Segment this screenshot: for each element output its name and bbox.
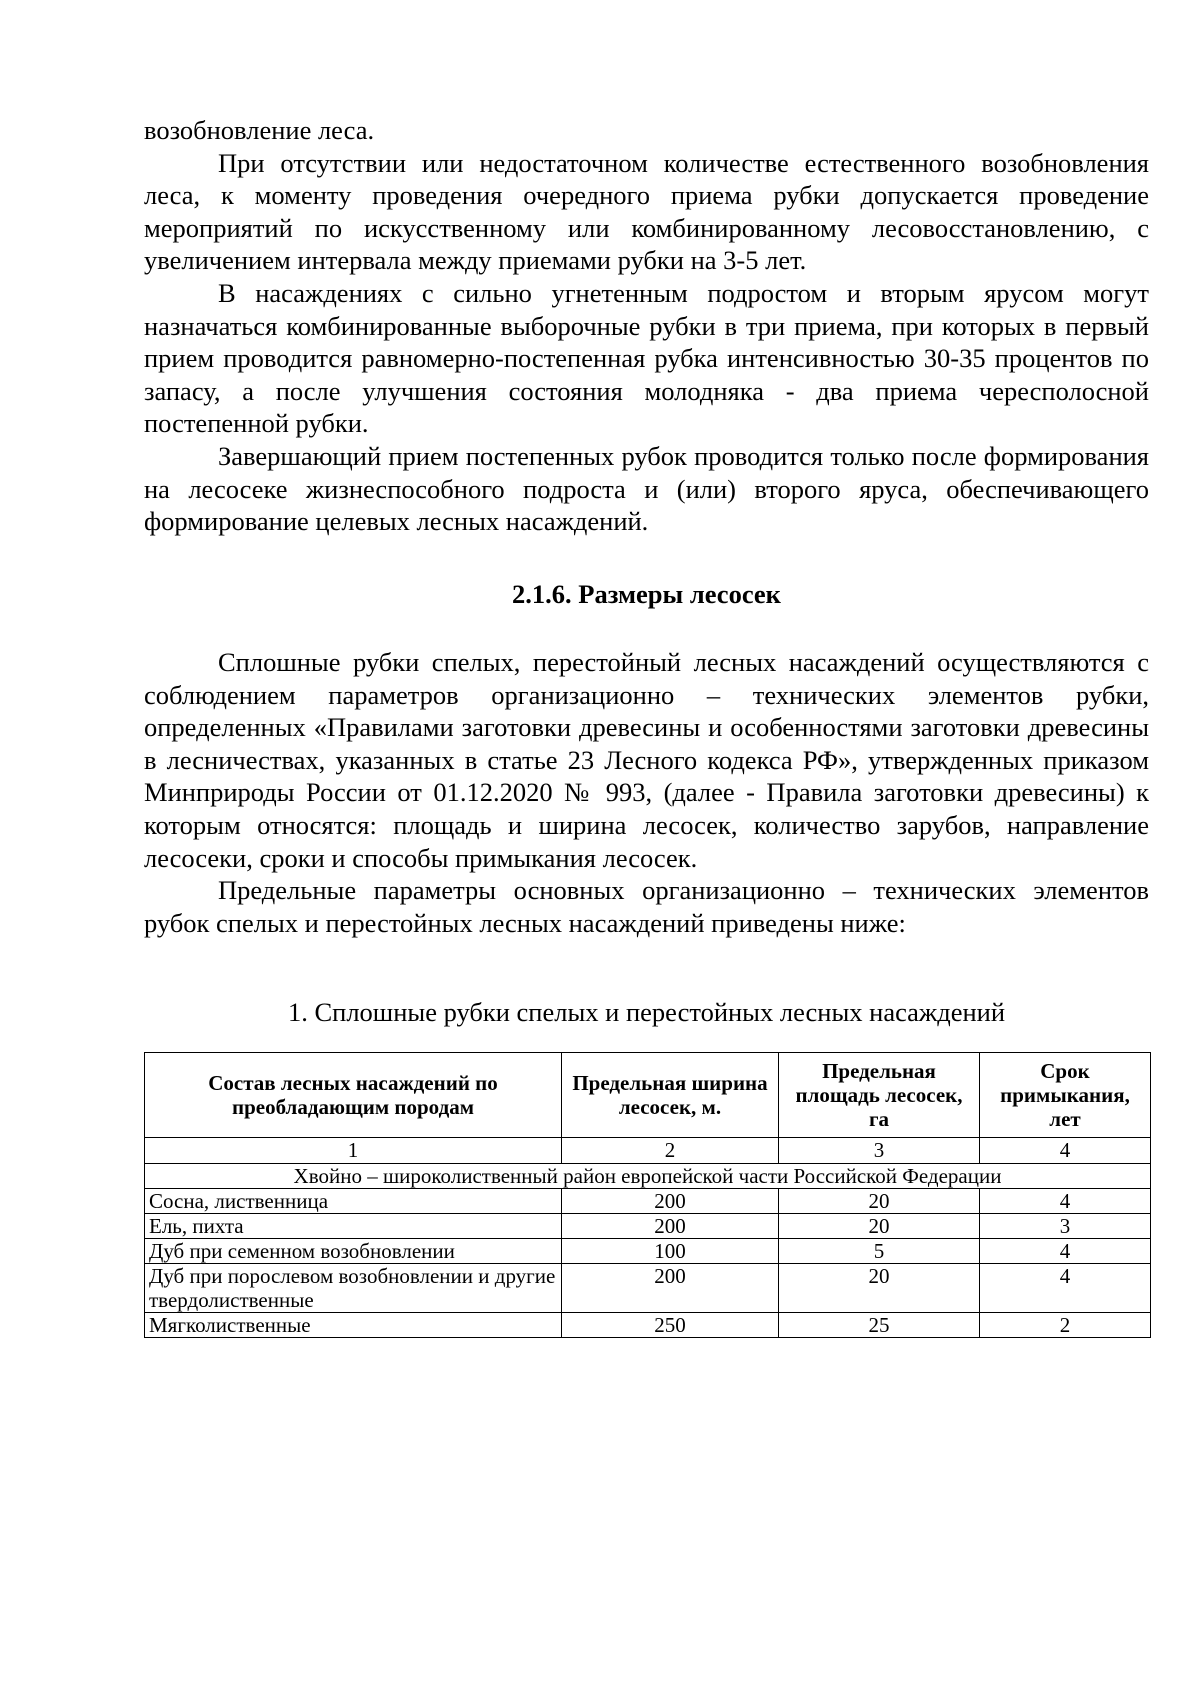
species-cell: Сосна, лиственница bbox=[145, 1189, 562, 1214]
section-text bbox=[144, 646, 1149, 939]
paragraph: Предельные параметры основных организационно – технических элементов рубок спелых и перестойных лесных насаждений приведены ниже: bbox=[144, 875, 1149, 938]
paragraph: Завершающий прием постепенных рубок проводится только после формирования на лесосеке жизнеспособного подроста и (или) второго яруса, обеспечивающего формирование целевых лесных насаждений. bbox=[144, 440, 1149, 537]
column-header: Состав лесных насаждений по преобладающим породам bbox=[145, 1053, 562, 1138]
area-cell: 20 bbox=[779, 1264, 980, 1313]
area-cell: 20 bbox=[779, 1214, 980, 1239]
area-cell: 20 bbox=[779, 1189, 980, 1214]
width-cell: 250 bbox=[562, 1313, 779, 1338]
region-label: Хвойно – широколиственный район европейской части Российской Федерации bbox=[145, 1164, 1151, 1189]
area-cell: 5 bbox=[779, 1239, 980, 1264]
paragraph: При отсутствии или недостаточном количестве естественного возобновления леса, к моменту проведения очередного приема рубки допускается проведение мероприятий по искусственному или комбинированному лесовосстановлению, с увеличением интервала между приемами рубки на 3-5 лет. bbox=[144, 147, 1149, 276]
table-header-row bbox=[145, 1053, 1151, 1138]
species-cell: Дуб при порослевом возобновлении и другие твердолиственные bbox=[145, 1264, 562, 1313]
width-cell: 100 bbox=[562, 1239, 779, 1264]
column-number: 2 bbox=[562, 1138, 779, 1164]
term-cell: 4 bbox=[980, 1189, 1151, 1214]
column-number: 3 bbox=[779, 1138, 980, 1164]
table-row bbox=[145, 1313, 1151, 1338]
table-row bbox=[145, 1214, 1151, 1239]
column-header: Срок примыкания, лет bbox=[980, 1053, 1151, 1138]
column-number: 4 bbox=[980, 1138, 1151, 1164]
width-cell: 200 bbox=[562, 1264, 779, 1313]
width-cell: 200 bbox=[562, 1214, 779, 1239]
term-cell: 4 bbox=[980, 1239, 1151, 1264]
area-cell: 25 bbox=[779, 1313, 980, 1338]
term-cell: 2 bbox=[980, 1313, 1151, 1338]
width-cell: 200 bbox=[562, 1189, 779, 1214]
species-cell: Мягколиственные bbox=[145, 1313, 562, 1338]
paragraph: Сплошные рубки спелых, перестойный лесных насаждений осуществляются с соблюдением параметров организационно – технических элементов рубки, определенных «Правилами заготовки древесины и особенностями заготовки древесины в лесничествах, указанных в статье 23 Лесного кодекса РФ», утвержденных приказом Минприроды России от 01.12.2020 № 993, (далее - Правила заготовки древесины) к которым относятся: площадь и ширина лесосек, количество зарубов, направление лесосеки, сроки и способы примыкания лесосек. bbox=[144, 647, 1149, 873]
paragraph: возобновление леса. bbox=[144, 115, 375, 145]
table-title: 1. Сплошные рубки спелых и перестойных лесных насаждений bbox=[287, 997, 1006, 1027]
species-cell: Дуб при семенном возобновлении bbox=[145, 1239, 562, 1264]
column-number-row bbox=[145, 1138, 1151, 1164]
table-row bbox=[145, 1189, 1151, 1214]
term-cell: 4 bbox=[980, 1264, 1151, 1313]
data-table bbox=[144, 1052, 1151, 1338]
table-row bbox=[145, 1239, 1151, 1264]
column-number: 1 bbox=[145, 1138, 562, 1164]
table-row bbox=[145, 1264, 1151, 1313]
term-cell: 3 bbox=[980, 1214, 1151, 1239]
region-row bbox=[145, 1164, 1151, 1189]
species-cell: Ель, пихта bbox=[145, 1214, 562, 1239]
column-header: Предельная площадь лесосек, га bbox=[779, 1053, 980, 1138]
column-header: Предельная ширина лесосек, м. bbox=[562, 1053, 779, 1138]
top-text bbox=[144, 114, 1149, 538]
paragraph: В насаждениях с сильно угнетенным подростом и вторым ярусом могут назначаться комбинированные выборочные рубки в три приема, при которых в первый прием проводится равномерно-постепенная рубка интенсивностью 30-35 процентов по запасу, а после улучшения состояния молодняка - два приема чересполосной постепенной рубки. bbox=[144, 277, 1149, 439]
section-heading: 2.1.6. Размеры лесосек bbox=[512, 579, 781, 609]
